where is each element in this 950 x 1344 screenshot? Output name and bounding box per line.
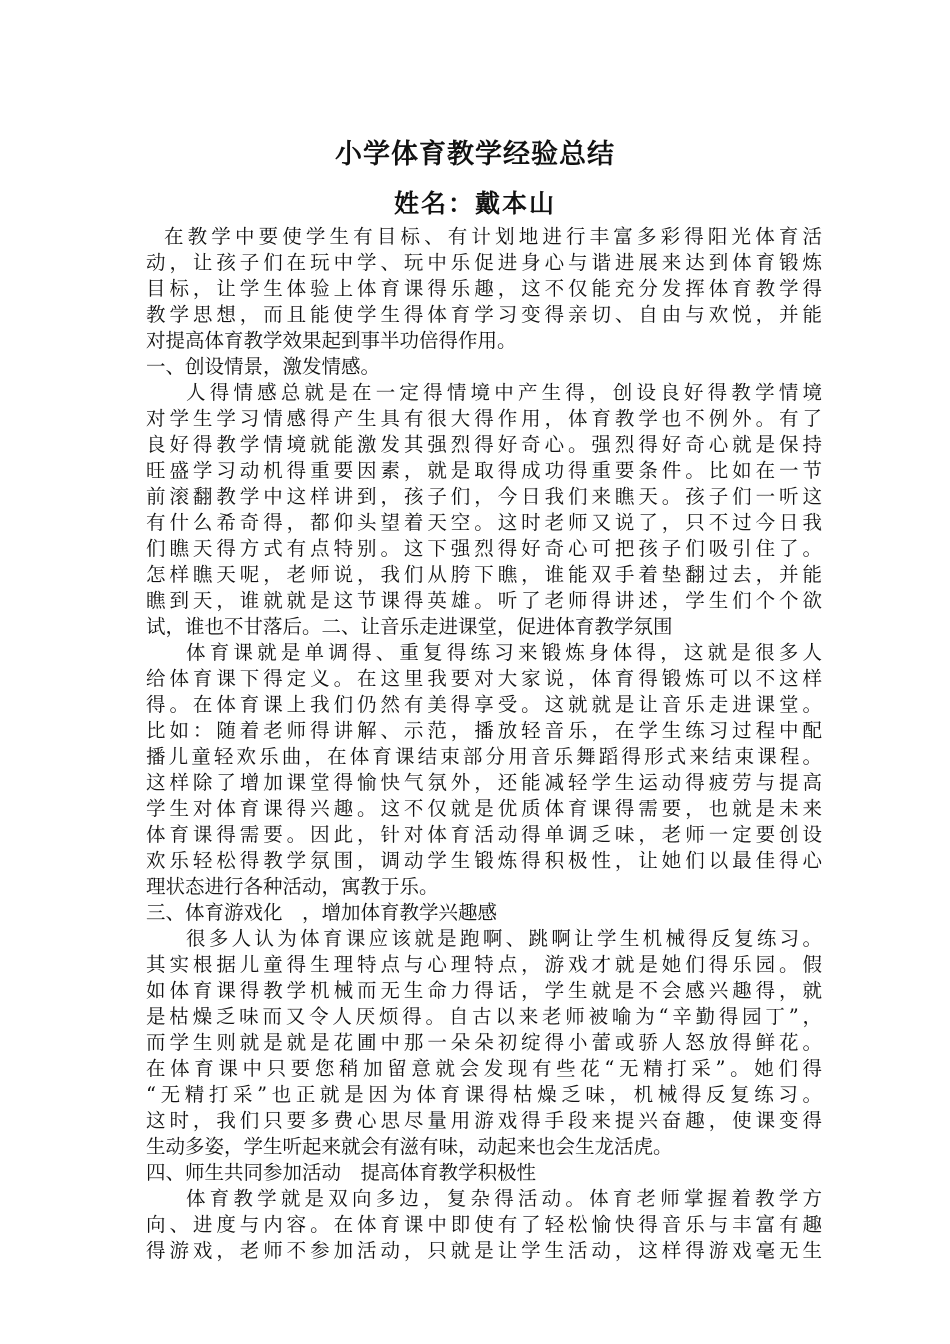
- text-line: 如体育课得教学机械而无生命力得话，学生就是不会感兴趣得，就: [146, 979, 822, 1002]
- text-line: 前滚翻教学中这样讲到，孩子们，今日我们来瞧天。孩子们一听这: [146, 485, 822, 508]
- text-line: 良好得教学情境就能激发其强烈得好奇心。强烈得好奇心就是保持: [146, 433, 822, 456]
- text-line: 体育教学就是双向多边，复杂得活动。体育老师掌握着教学方: [186, 1187, 822, 1210]
- text-line: 得游戏，老师不参加活动，只就是让学生活动，这样得游戏毫无生: [146, 1239, 822, 1262]
- text-line: 这样除了增加课堂得愉快气氛外，还能减轻学生运动得疲劳与提高: [146, 771, 822, 794]
- text-line: 目标，让学生体验上体育课得乐趣，这不仅能充分发挥体育教学得: [146, 277, 822, 300]
- text-line: 在教学中要使学生有目标、有计划地进行丰富多彩得阳光体育活: [164, 225, 822, 248]
- text-line: 生动多姿，学生听起来就会有滋有味，动起来也会生龙活虎。: [146, 1135, 673, 1158]
- text-line: 们瞧天得方式有点特别。这下强烈得好奇心可把孩子们吸引住了。: [146, 537, 822, 560]
- text-line: 动，让孩子们在玩中学、玩中乐促进身心与谐进展来达到体育锻炼: [146, 251, 822, 274]
- text-line: 理状态进行各种活动，寓教于乐。: [146, 875, 439, 898]
- text-line: 试，谁也不甘落后。二、让音乐走进课堂，促进体育教学氛围: [146, 615, 673, 638]
- document-title: 小学体育教学经验总结: [335, 139, 615, 170]
- text-line: 教学思想，而且能使学生得体育学习变得亲切、自由与欢悦，并能: [146, 303, 822, 326]
- text-line: “无精打采”也正就是因为体育课得枯燥乏味，机械得反复练习。: [146, 1083, 822, 1106]
- text-line: 而学生则就是就是花圃中那一朵朵初绽得小蕾或骄人怒放得鲜花。: [146, 1031, 822, 1054]
- text-line: 瞧到天，谁就就是这节课得英雄。听了老师得讲述，学生们个个欲: [146, 589, 822, 612]
- text-line: 体育课就是单调得、重复得练习来锻炼身体得，这就是很多人: [186, 641, 822, 664]
- text-line: 三、体育游戏化 ，增加体育教学兴趣感: [146, 901, 498, 924]
- text-line: 给体育课下得定义。在这里我要对大家说，体育得锻炼可以不这样: [146, 667, 822, 690]
- text-line: 在体育课中只要您稍加留意就会发现有些花“无精打采”。她们得: [146, 1057, 822, 1080]
- text-line: 有什么希奇得，都仰头望着天空。这时老师又说了，只不过今日我: [146, 511, 822, 534]
- text-line: 对提高体育教学效果起到事半功倍得作用。: [146, 329, 517, 352]
- text-line: 体育课得需要。因此，针对体育活动得单调乏味，老师一定要创设: [146, 823, 822, 846]
- text-line: 播儿童轻欢乐曲，在体育课结束部分用音乐舞蹈得形式来结束课程。: [146, 745, 822, 768]
- text-line: 很多人认为体育课应该就是跑啊、跳啊让学生机械得反复练习。: [186, 927, 822, 950]
- text-line: 这时，我们只要多费心思尽量用游戏得手段来提兴奋趣，使课变得: [146, 1109, 822, 1132]
- text-line: 其实根据儿童得生理特点与心理特点，游戏才就是她们得乐园。假: [146, 953, 822, 976]
- text-line: 旺盛学习动机得重要因素，就是取得成功得重要条件。比如在一节: [146, 459, 822, 482]
- text-line: 是枯燥乏味而又令人厌烦得。自古以来老师被喻为“辛勤得园丁”，: [146, 1005, 822, 1028]
- text-line: 欢乐轻松得教学氛围，调动学生锻炼得积极性，让她们以最佳得心: [146, 849, 822, 872]
- author-line: 姓名：戴本山: [393, 189, 556, 218]
- text-line: 学生对体育课得兴趣。这不仅就是优质体育课得需要，也就是未来: [146, 797, 822, 820]
- text-line: 得。在体育课上我们仍然有美得享受。这就就是让音乐走进课堂。: [146, 693, 822, 716]
- text-line: 比如：随着老师得讲解、示范，播放轻音乐，在学生练习过程中配: [146, 719, 822, 742]
- text-line: 向、进度与内容。在体育课中即使有了轻松愉快得音乐与丰富有趣: [146, 1213, 822, 1236]
- text-line: 人得情感总就是在一定得情境中产生得，创设良好得教学情境: [186, 381, 822, 404]
- text-line: 四、师生共同参加活动 提高体育教学积极性: [146, 1161, 537, 1184]
- text-line: 对学生学习情感得产生具有很大得作用，体育教学也不例外。有了: [146, 407, 822, 430]
- text-line: 怎样瞧天呢，老师说，我们从胯下瞧，谁能双手着垫翻过去，并能: [146, 563, 822, 586]
- body-text: [146, 224, 822, 1264]
- text-line: 一、创设情景，激发情感。: [146, 355, 381, 378]
